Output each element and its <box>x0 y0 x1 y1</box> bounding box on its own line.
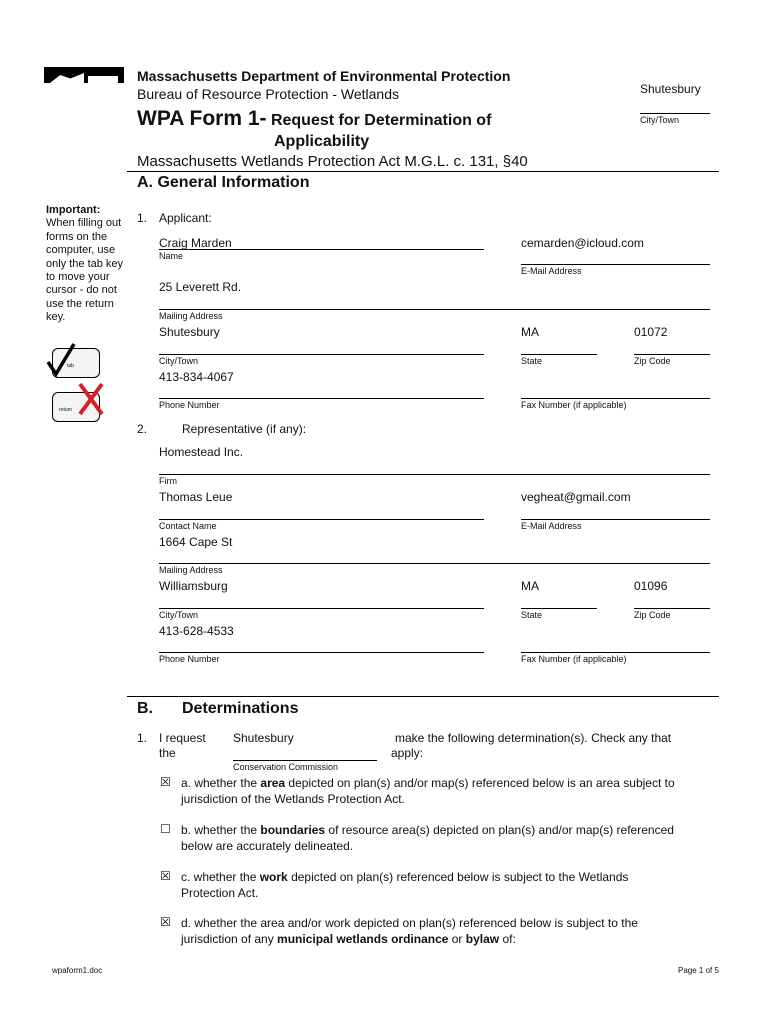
option-d-text: d. whether the area and/or work depicted on plan(s) referenced below is subject to the jurisdiction of any municipal wetlands ordinance or bylaw of: <box>181 916 638 946</box>
important-note <box>46 204 130 325</box>
applicant-city-label: City/Town <box>159 356 199 366</box>
commission-field[interactable]: Shutesbury <box>233 731 294 745</box>
tab-key-icon: tab <box>52 348 100 378</box>
rep-email-label: E-Mail Address <box>521 521 582 531</box>
red-x-icon <box>74 380 108 418</box>
applicant-zip-field[interactable]: 01072 <box>634 325 668 339</box>
request-text-1: I request <box>159 731 206 745</box>
applicant-state-field[interactable]: MA <box>521 325 539 339</box>
rep-phone-field[interactable]: 413-628-4533 <box>159 624 234 638</box>
rep-firm-line <box>159 474 710 475</box>
rep-firm-field[interactable]: Homestead Inc. <box>159 445 244 459</box>
rep-fax-label: Fax Number (if applicable) <box>521 654 627 664</box>
rep-zip-line <box>634 608 710 609</box>
applicant-state-line <box>521 354 597 355</box>
applicant-zip-line <box>634 354 710 355</box>
mass-dep-logo <box>44 67 124 83</box>
rep-fax-line <box>521 652 710 653</box>
applicant-phone-line <box>159 398 484 399</box>
bureau-name: Bureau of Resource Protection - Wetlands <box>137 86 399 102</box>
rep-phone-label: Phone Number <box>159 654 220 664</box>
applicant-address-label: Mailing Address <box>159 311 223 321</box>
rep-firm-label: Firm <box>159 476 177 486</box>
header-city-town-label: City/Town <box>640 115 680 125</box>
rep-address-line <box>159 563 710 564</box>
rep-city-label: City/Town <box>159 610 199 620</box>
checkbox-boundaries[interactable]: ☐ <box>160 822 171 836</box>
applicant-phone-field[interactable]: 413-834-4067 <box>159 370 234 384</box>
important-text: When filling out forms on the computer, use only the tab key to move your cursor - do not use the return key. <box>46 217 124 324</box>
determination-text-1: make the following determination(s). Check any that <box>395 731 672 745</box>
header-city-town-value[interactable]: Shutesbury <box>640 82 701 96</box>
applicant-heading: Applicant: <box>159 211 212 225</box>
return-key-icon: return <box>52 392 100 422</box>
form-title: WPA Form 1- Request for Determination of <box>137 107 492 130</box>
footer-page-number: Page 1 of 5 <box>678 966 719 975</box>
checkbox-work[interactable]: ☒ <box>160 869 171 883</box>
option-c-text: c. whether the work depicted on plan(s) referenced below is subject to the Wetlands Protection Act. <box>181 870 629 900</box>
department-name: Massachusetts Department of Environmental Protection <box>137 68 511 84</box>
request-text-2: the <box>159 746 176 760</box>
footer-filename: wpaform1.doc <box>52 966 103 975</box>
checkmark-icon <box>44 340 84 380</box>
applicant-number: 1. <box>137 211 148 225</box>
checkbox-area[interactable]: ☒ <box>160 775 171 789</box>
determination-text-2: apply: <box>391 746 424 760</box>
applicant-email-field[interactable]: cemarden@icloud.com <box>521 236 644 250</box>
representative-heading: Representative (if any): <box>182 422 307 436</box>
header-city-town-line <box>640 113 710 114</box>
applicant-state-label: State <box>521 356 543 366</box>
applicant-name-field[interactable]: Craig Marden <box>159 236 232 250</box>
commission-line <box>233 760 377 761</box>
applicant-fax-line <box>521 398 710 399</box>
rep-email-field[interactable]: vegheat@gmail.com <box>521 490 631 504</box>
section-a-title: A. General Information <box>137 174 310 191</box>
representative-number: 2. <box>137 422 148 436</box>
rep-address-field[interactable]: 1664 Cape St <box>159 535 233 549</box>
header-rule <box>127 171 719 172</box>
rep-address-label: Mailing Address <box>159 565 223 575</box>
applicant-email-label: E-Mail Address <box>521 266 582 276</box>
section-b-letter: B. <box>137 700 153 717</box>
determination-number: 1. <box>137 731 148 745</box>
important-label: Important: <box>46 204 101 216</box>
rep-contact-label: Contact Name <box>159 521 217 531</box>
applicant-address-line <box>159 309 710 310</box>
rep-contact-field[interactable]: Thomas Leue <box>159 490 233 504</box>
section-b-rule <box>127 696 719 697</box>
checkbox-municipal[interactable]: ☒ <box>160 915 171 929</box>
applicant-city-field[interactable]: Shutesbury <box>159 325 220 339</box>
applicant-phone-label: Phone Number <box>159 400 220 410</box>
option-b-text: b. whether the boundaries of resource area(s) depicted on plan(s) and/or map(s) referenced below are accurately delineated. <box>181 823 674 853</box>
rep-city-field[interactable]: Williamsburg <box>159 579 228 593</box>
applicant-address-field[interactable]: 25 Leverett Rd. <box>159 280 242 294</box>
applicant-name-line <box>159 249 484 250</box>
rep-zip-field[interactable]: 01096 <box>634 579 668 593</box>
applicant-city-line <box>159 354 484 355</box>
section-b-title: Determinations <box>182 700 299 717</box>
applicant-name-label: Name <box>159 251 184 261</box>
applicant-email-line <box>521 264 710 265</box>
rep-phone-line <box>159 652 484 653</box>
rep-city-line <box>159 608 484 609</box>
option-a-text: a. whether the area depicted on plan(s) and/or map(s) referenced below is an area subject to jurisdiction of the Wetlands Protection Act. <box>181 776 675 806</box>
applicant-fax-label: Fax Number (if applicable) <box>521 400 627 410</box>
rep-contact-line <box>159 519 484 520</box>
form-title-line2: Applicability <box>274 133 370 150</box>
applicant-zip-label: Zip Code <box>634 356 671 366</box>
rep-state-line <box>521 608 597 609</box>
rep-zip-label: Zip Code <box>634 610 671 620</box>
act-reference: Massachusetts Wetlands Protection Act M.G.L. c. 131, §40 <box>137 153 528 170</box>
commission-label: Conservation Commission <box>233 762 339 772</box>
rep-email-line <box>521 519 710 520</box>
rep-state-label: State <box>521 610 543 620</box>
rep-state-field[interactable]: MA <box>521 579 539 593</box>
